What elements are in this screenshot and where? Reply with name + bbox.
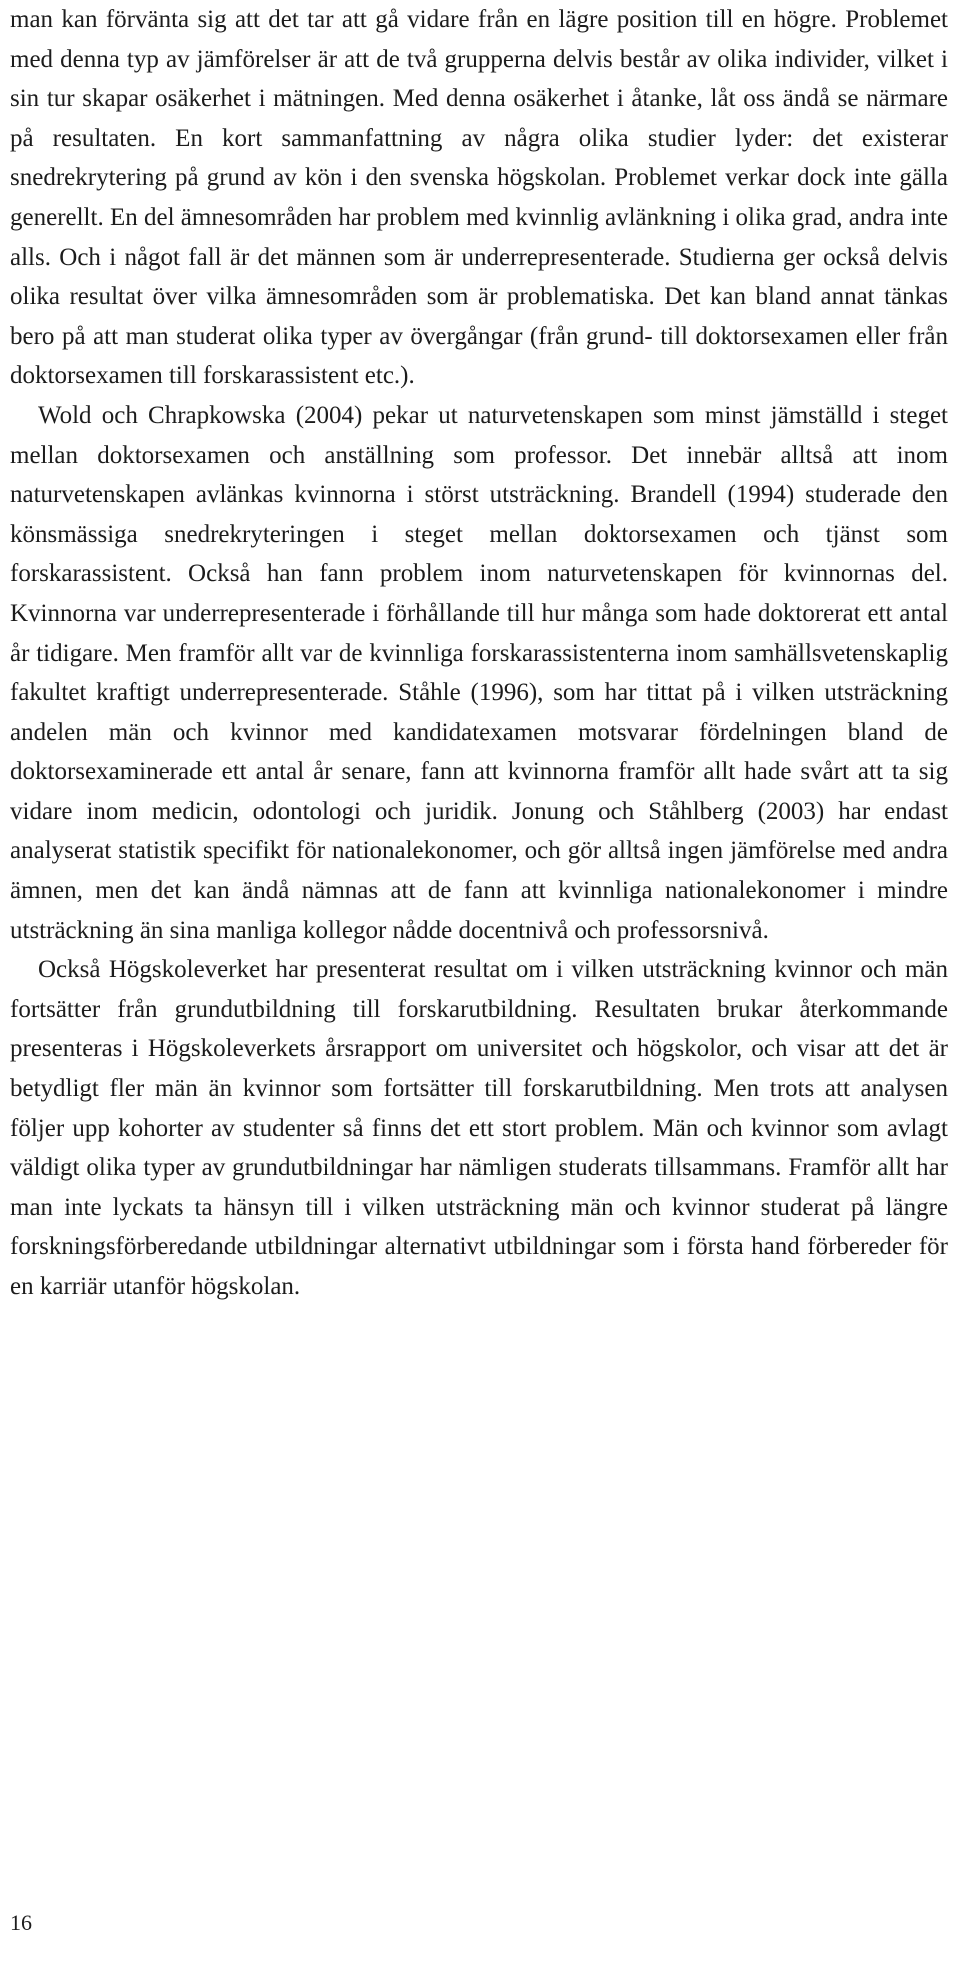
paragraph-1: man kan förvänta sig att det tar att gå vidare från en lägre position till en högre. Problemet med denna typ av jämförelser är att de två grupperna delvis består av olika individer, vilket i sin tur skapar osäkerhet i mätningen. Med denna osäkerhet i åtanke, låt oss ändå se närmare på resultaten. En kort sammanfattning av några olika studier lyder: det existerar snedrekrytering på grund av kön i den svenska högskolan. Problemet verkar dock inte gälla generellt. En del ämnesområden har problem med kvinnlig avlänkning i olika grad, andra inte alls. Och i något fall är det männen som är underrepresenterade. Studierna ger också delvis olika resultat över vilka ämnesområden som är problematiska. Det kan bland annat tänkas bero på att man studerat olika typer av övergångar (från grund- till doktorsexamen eller från doktorsexamen till forskarassistent etc.). xyxy=(10,6,948,390)
page-body xyxy=(10,0,948,1307)
paragraph-3: Också Högskoleverket har presenterat resultat om i vilken utsträckning kvinnor och män fortsätter från grundutbildning till forskarutbildning. Resultaten brukar återkommande presenteras i Högskoleverkets årsrapport om universitet och högskolor, och visar att det är betydligt fler män än kvinnor som fortsätter till forskarutbildning. Men trots att analysen följer upp kohorter av studenter så finns det ett stort problem. Män och kvinnor som avlagt väldigt olika typer av grundutbildningar har nämligen studerats tillsammans. Framför allt har man inte lyckats ta hänsyn till i vilken utsträckning män och kvinnor studerat på längre forskningsförberedande utbildningar alternativt utbildningar som i första hand förbereder för en karriär utanför högskolan. xyxy=(10,956,948,1300)
paragraph-2: Wold och Chrapkowska (2004) pekar ut naturvetenskapen som minst jämställd i steget mellan doktorsexamen och anställning som professor. Det innebär alltså att inom naturvetenskapen avlänkas kvinnorna i störst utsträckning. Brandell (1994) studerade den könsmässiga snedrekryteringen i steget mellan doktorsexamen och tjänst som forskarassistent. Också han fann problem inom naturvetenskapen för kvinnornas del. Kvinnorna var underrepresenterade i förhållande till hur många som hade doktorerat ett antal år tidigare. Men framför allt var de kvinnliga forskarassistenterna inom samhällsvetenskaplig fakultet kraftigt underrepresenterade. Ståhle (1996), som har tittat på i vilken utsträckning andelen män och kvinnor med kandidatexamen motsvarar fördelningen bland de doktorsexaminerade ett antal år senare, fann att kvinnorna framför allt hade svårt att ta sig vidare inom medicin, odontologi och juridik. Jonung och Ståhlberg (2003) har endast analyserat statistik specifikt för nationalekonomer, och gör alltså ingen jämförelse med andra ämnen, men det kan ändå nämnas att de fann att kvinnliga nationalekonomer i mindre utsträckning än sina manliga kollegor nådde docentnivå och professorsnivå. xyxy=(10,401,948,944)
page-number: 16 xyxy=(10,1910,32,1935)
